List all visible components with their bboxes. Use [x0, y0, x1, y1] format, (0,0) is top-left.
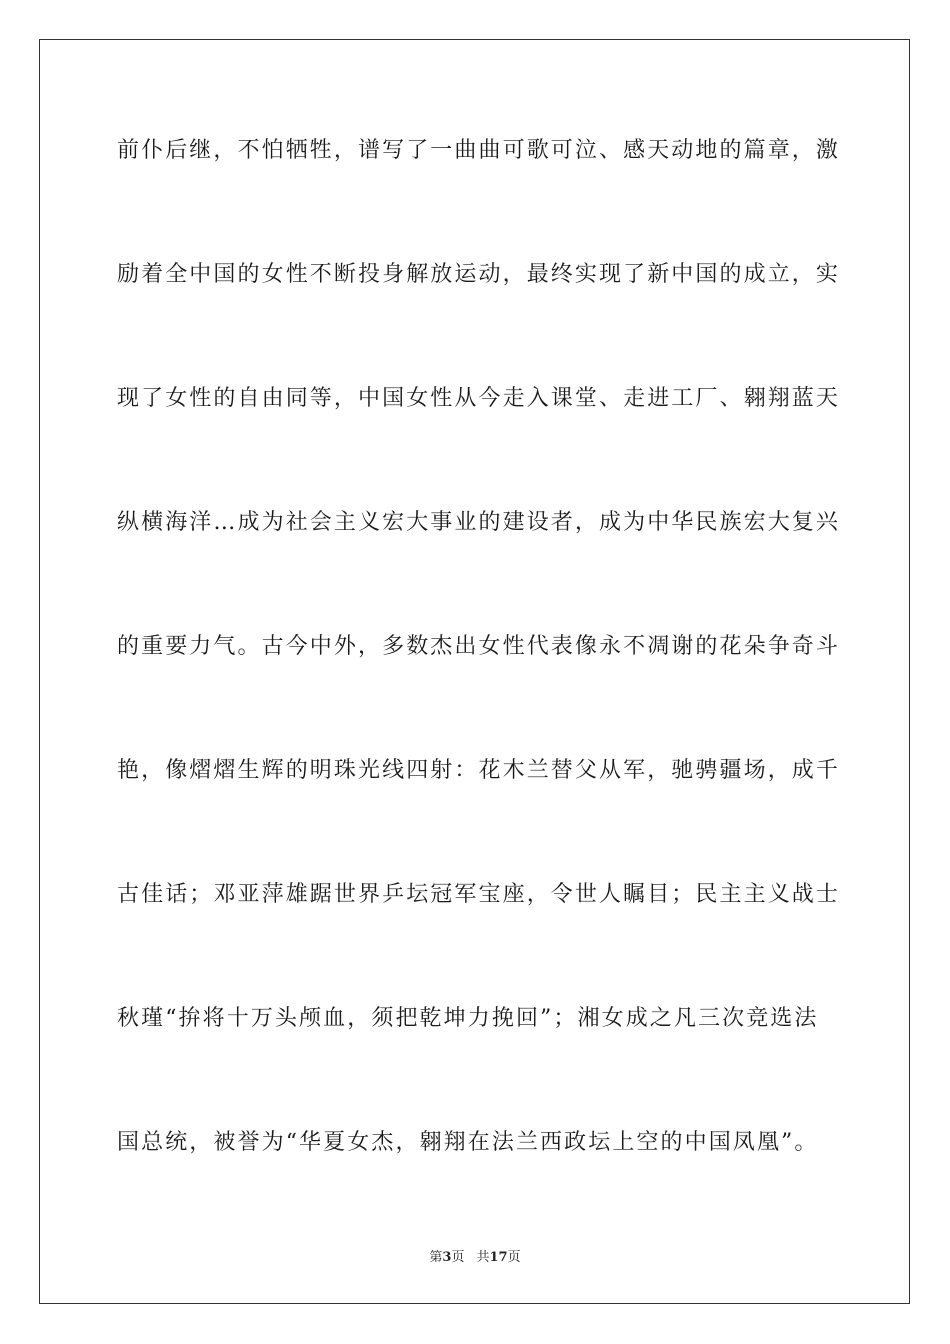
text-line: 励着全中国的女性不断投身解放运动，最终实现了新中国的成立，实	[117, 262, 841, 287]
document-body	[117, 124, 841, 1240]
page-footer	[0, 1246, 950, 1265]
text-line: 的重要力气。古今中外，多数杰出女性代表像永不凋谢的花朵争奇斗	[117, 634, 841, 659]
page-number-prefix: 第	[429, 1250, 443, 1265]
total-pages-prefix: 共	[476, 1250, 490, 1265]
page-number-suffix: 页	[451, 1250, 465, 1265]
text-line: 前仆后继，不怕牺牲，谱写了一曲曲可歌可泣、感天动地的篇章，激	[117, 138, 841, 163]
text-line: 秋瑾“拚将十万头颅血，须把乾坤力挽回”；湘女成之凡三次竞选法	[117, 1006, 819, 1031]
total-pages-suffix: 页	[507, 1250, 521, 1265]
text-line: 艳，像熠熠生辉的明珠光线四射：花木兰替父从军，驰骋疆场，成千	[117, 758, 841, 783]
text-line: 现了女性的自由同等，中国女性从今走入课堂、走进工厂、翱翔蓝天	[117, 386, 841, 411]
total-page-count: 17	[489, 1250, 508, 1265]
text-line: 国总统，被誉为“华夏女杰，翱翔在法兰西政坛上空的中国凤凰”。	[117, 1130, 819, 1155]
text-line: 纵横海洋…成为社会主义宏大事业的建设者，成为中华民族宏大复兴	[117, 510, 841, 535]
current-page-number: 3	[442, 1250, 452, 1265]
text-line: 古佳话；邓亚萍雄踞世界乒坛冠军宝座，令世人瞩目；民主主义战士	[117, 882, 841, 907]
